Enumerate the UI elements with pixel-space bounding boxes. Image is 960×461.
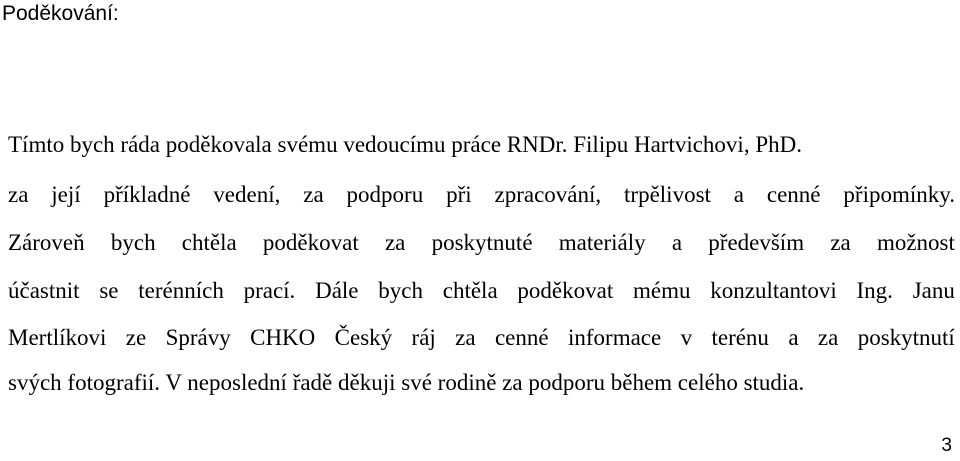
- word: připomínky.: [843, 182, 955, 207]
- word: za: [384, 230, 406, 255]
- word: za: [817, 325, 839, 350]
- word: Mertlíkovi: [8, 325, 107, 350]
- word: terénních: [138, 278, 224, 303]
- word: poděkovat: [517, 278, 614, 303]
- word: a: [733, 182, 745, 207]
- word: prací.: [243, 278, 296, 303]
- word: podporu: [346, 182, 424, 207]
- word: a: [671, 230, 683, 255]
- word: v: [680, 325, 693, 350]
- word: především: [708, 230, 805, 255]
- word: ze: [125, 325, 147, 350]
- word: Dále: [315, 278, 359, 303]
- word: za: [8, 182, 29, 207]
- word: konzultantovi: [710, 278, 837, 303]
- word: Správy: [165, 325, 231, 350]
- word: chtěla: [181, 230, 237, 255]
- word: trpělivost: [624, 182, 711, 207]
- paragraph-line: Tímto bych ráda poděkovala svému vedoucímu práce RNDr. Filipu Hartvichovi, PhD.: [8, 132, 802, 157]
- word: příkladné: [103, 182, 191, 207]
- word: vedení,: [213, 182, 281, 207]
- word: terénu: [711, 325, 769, 350]
- word: CHKO: [250, 325, 316, 350]
- word: za: [303, 182, 324, 207]
- paragraph-line: [8, 180, 955, 210]
- word: Ing.: [856, 278, 893, 303]
- word: materiály: [558, 230, 646, 255]
- word: její: [51, 182, 81, 207]
- paragraph-line: [8, 323, 955, 353]
- word: poskytnuté: [431, 230, 533, 255]
- paragraph-line: [8, 276, 955, 306]
- word: za: [830, 230, 851, 255]
- word: cenné: [494, 325, 549, 350]
- word: informace: [567, 325, 662, 350]
- word: možnost: [876, 230, 955, 255]
- word: při: [446, 182, 472, 207]
- word: bych: [110, 230, 156, 255]
- page-heading: Poděkování:: [2, 2, 119, 25]
- word: poděkovat: [262, 230, 359, 255]
- word: zpracování,: [494, 182, 602, 207]
- page-number: 3: [941, 435, 952, 456]
- word: mému: [633, 278, 691, 303]
- word: se: [99, 278, 119, 303]
- word: Český: [334, 325, 393, 350]
- word: chtěla: [442, 278, 498, 303]
- word: cenné: [766, 182, 821, 207]
- word: bych: [378, 278, 423, 303]
- word: Janu: [912, 278, 955, 303]
- paragraph-line: [8, 228, 955, 258]
- word: Zároveň: [8, 230, 85, 255]
- word: za: [455, 325, 476, 350]
- word: poskytnutí: [857, 325, 955, 350]
- word: a: [788, 325, 799, 350]
- word: ráj: [411, 325, 436, 350]
- paragraph-line: svých fotografií. V neposlední řadě děkuji své rodině za podporu během celého studia.: [8, 370, 805, 395]
- word: účastnit: [8, 278, 80, 303]
